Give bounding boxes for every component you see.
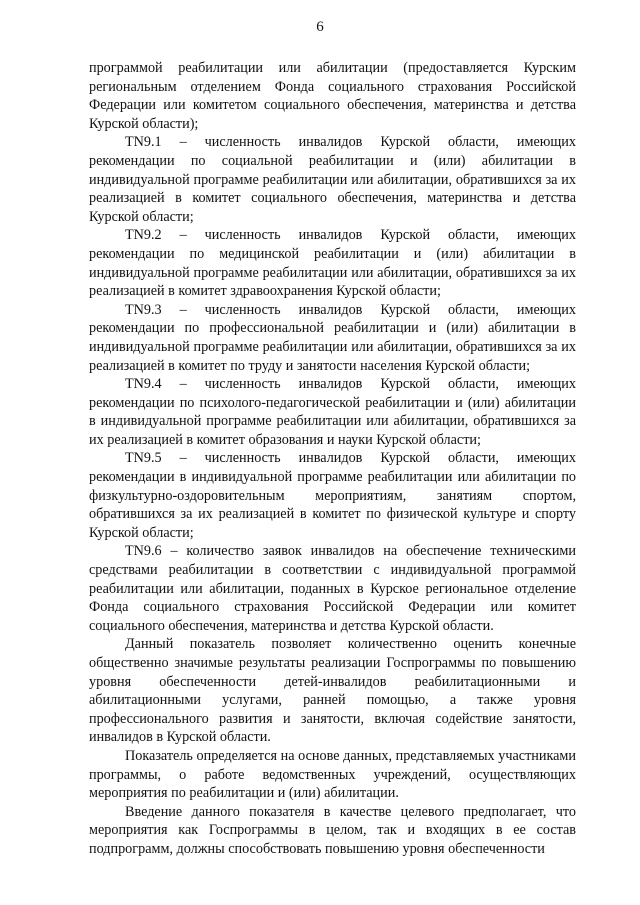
page-number: 6 (316, 19, 324, 35)
paragraph-tn9-1: TN9.1 – численность инвалидов Курской области, имеющих рекомендации по социальной реабилитации и (или) абилитации в индивидуальной программе реабилитации или абилитации, обратившихся за их реализацией в комитет социального обеспечения, материнства и детства Курской области; (89, 134, 576, 225)
document-body (89, 59, 576, 859)
paragraph-continuation: программой реабилитации или абилитации (предоставляется Курским региональным отделением Фонда социального страхования Российской Федерации или комитетом социального обеспечения, материнства и детства Курской области); (89, 60, 576, 132)
paragraph-tn9-6: TN9.6 – количество заявок инвалидов на обеспечение техническими средствами реабилитации в соответствии с индивидуальной программой реабилитации или абилитации, поданных в Курское региональное отделение Фонда социального страхования Российской Федерации или комитет социального обеспечения, материнства и детства Курской области. (89, 543, 576, 634)
paragraph-target-introduction: Введение данного показателя в качестве целевого предполагает, что мероприятия как Госпрограммы в целом, так и входящих в ее состав подпрограмм, должны способствовать повышению уровня обеспеченности (89, 803, 576, 857)
paragraph-tn9-5: TN9.5 – численность инвалидов Курской области, имеющих рекомендации в индивидуальной программе реабилитации или абилитации по физкультурно-оздоровительным мероприятиям, занятиям спортом, обратившихся за их реализацией в комитет по физической культуре и спорту Курской области; (89, 450, 576, 541)
paragraph-indicator-purpose: Данный показатель позволяет количественно оценить конечные общественно значимые результаты реализации Госпрограммы по повышению уровня обеспеченности детей-инвалидов реабилитационными и абилитационными услугами, ранней помощью, а также уровня профессионального развития и занятости, включая содействие занятости, инвалидов в Курской области. (89, 636, 576, 746)
paragraph-tn9-4: TN9.4 – численность инвалидов Курской области, имеющих рекомендации по психолого-педагогической реабилитации и (или) абилитации в индивидуальной программе реабилитации или абилитации, обратившихся за их реализацией в комитет образования и науки Курской области; (89, 376, 576, 448)
paragraph-indicator-source: Показатель определяется на основе данных, представляемых участниками программы, о работе ведомственных учреждений, осуществляющих мероприятия по реабилитации и (или) абилитации. (89, 747, 576, 802)
paragraph-tn9-2: TN9.2 – численность инвалидов Курской области, имеющих рекомендации по медицинской реабилитации и (или) абилитации в индивидуальной программе реабилитации или абилитации, обратившихся за их реализацией в комитет здравоохранения Курской области; (89, 227, 576, 300)
paragraph-tn9-3: TN9.3 – численность инвалидов Курской области, имеющих рекомендации по профессиональной реабилитации и (или) абилитации в индивидуальной программе реабилитации или абилитации, обратившихся за их реализацией в комитет по труду и занятости населения Курской области; (89, 301, 576, 374)
